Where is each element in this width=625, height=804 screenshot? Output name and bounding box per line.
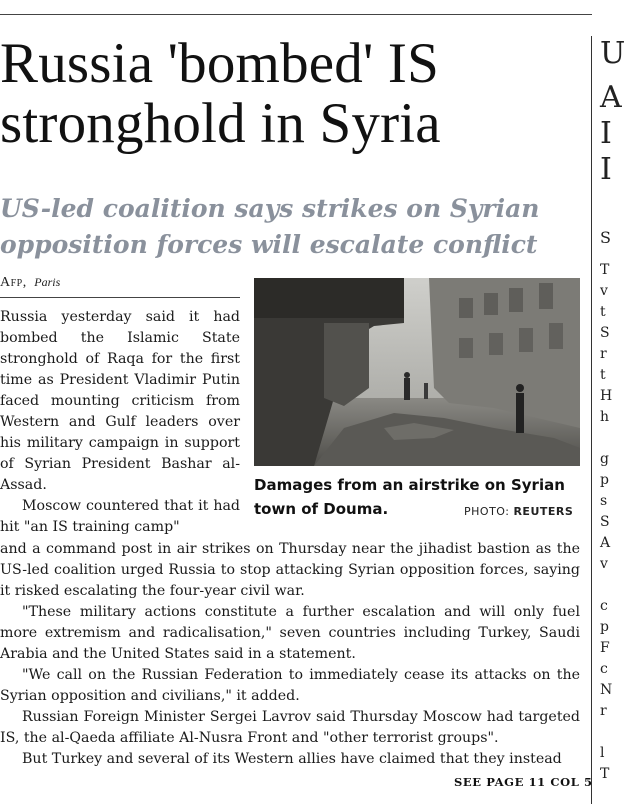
adjacent-body-letter: g bbox=[600, 451, 609, 467]
jump-line: SEE PAGE 11 COL 5 bbox=[454, 775, 593, 789]
paragraph-5: Russian Foreign Minister Sergei Lavrov said Thursday Moscow had targeted IS, the al-Qaeda affiliate Al-Nusra Front and "other terrorist groups". bbox=[0, 709, 580, 746]
paragraph-2-start: Moscow countered that it had hit "an IS training camp" bbox=[0, 498, 240, 535]
adjacent-body-letter: p bbox=[600, 619, 609, 635]
adjacent-head-letter: I bbox=[600, 152, 612, 187]
paragraph-1: Russia yesterday said it had bombed the Islamic State stronghold of Raqa for the first time as President Vladimir Putin faced mounting criticism from Western and Gulf leaders over his military campaign in support of Syrian President Bashar al-Assad. bbox=[0, 309, 240, 493]
photo-credit-source: REUTERS bbox=[513, 505, 574, 518]
byline-rule bbox=[0, 297, 240, 298]
adjacent-body-letter: H bbox=[600, 388, 613, 404]
adjacent-head-letter: I bbox=[600, 116, 612, 151]
adjacent-body-letter: A bbox=[600, 535, 611, 551]
column-rule bbox=[591, 36, 592, 804]
adjacent-body-letter: v bbox=[600, 556, 608, 572]
adjacent-head-letter: U bbox=[600, 36, 625, 71]
adjacent-body-letter: s bbox=[600, 493, 608, 509]
adjacent-sub-letter: S bbox=[600, 228, 611, 247]
adjacent-body-letter: p bbox=[600, 472, 609, 488]
headline-line-1: Russia 'bombed' IS bbox=[0, 32, 439, 95]
paragraph-2-continued: and a command post in air strikes on Thursday near the jihadist bastion as the US-led coalition urged Russia to stop attacking Syrian opposition forces, saying it risked escalating the four-year civil war. bbox=[0, 541, 580, 599]
adjacent-body-letter: r bbox=[600, 703, 607, 719]
adjacent-body-letter: T bbox=[600, 262, 610, 278]
photo-credit bbox=[464, 505, 573, 518]
adjacent-body-letter: t bbox=[600, 304, 606, 320]
adjacent-body-letter: r bbox=[600, 346, 607, 362]
news-photo bbox=[254, 278, 580, 466]
byline-agency: Afp, bbox=[0, 275, 27, 290]
adjacent-body-letter: N bbox=[600, 682, 613, 698]
paragraph-6: But Turkey and several of its Western allies have claimed that they instead bbox=[22, 751, 562, 767]
headline bbox=[0, 34, 590, 154]
adjacent-body-letter: l bbox=[600, 745, 605, 761]
top-rule bbox=[0, 14, 592, 15]
headline-line-2: stronghold in Syria bbox=[0, 92, 441, 155]
subhead-line-1: US-led coalition says strikes on Syrian bbox=[0, 194, 540, 223]
photo-credit-label: PHOTO: bbox=[464, 505, 510, 518]
adjacent-body-letter: h bbox=[600, 409, 610, 425]
paragraph-3: "These military actions constitute a further escalation and will only fuel more extremism and radicalisation," seven countries including Turkey, Saudi Arabia and the United States said in a statement. bbox=[0, 604, 580, 662]
paragraph-4: "We call on the Russian Federation to immediately cease its attacks on the Syrian opposition and civilians," it added. bbox=[0, 667, 580, 704]
byline-city: Paris bbox=[34, 275, 61, 289]
adjacent-body-letter: T bbox=[600, 766, 610, 782]
subhead-line-2: opposition forces will escalate conflict bbox=[0, 230, 538, 259]
adjacent-head-letter: A bbox=[600, 80, 622, 115]
adjacent-body-letter: S bbox=[600, 325, 610, 341]
article-body-text bbox=[0, 539, 580, 770]
adjacent-body-letter: v bbox=[600, 283, 608, 299]
subheadline bbox=[0, 191, 590, 263]
adjacent-body-letter: F bbox=[600, 640, 610, 656]
adjacent-body-letter: S bbox=[600, 514, 610, 530]
byline bbox=[0, 275, 240, 291]
adjacent-body-letter: c bbox=[600, 598, 608, 614]
adjacent-body-letter: c bbox=[600, 661, 608, 677]
airstrike-damage-photo bbox=[254, 278, 580, 466]
article-column-text bbox=[0, 307, 240, 538]
photo-caption: Damages from an airstrike on Syrian town of Douma. bbox=[254, 476, 565, 518]
adjacent-body-letter: t bbox=[600, 367, 606, 383]
